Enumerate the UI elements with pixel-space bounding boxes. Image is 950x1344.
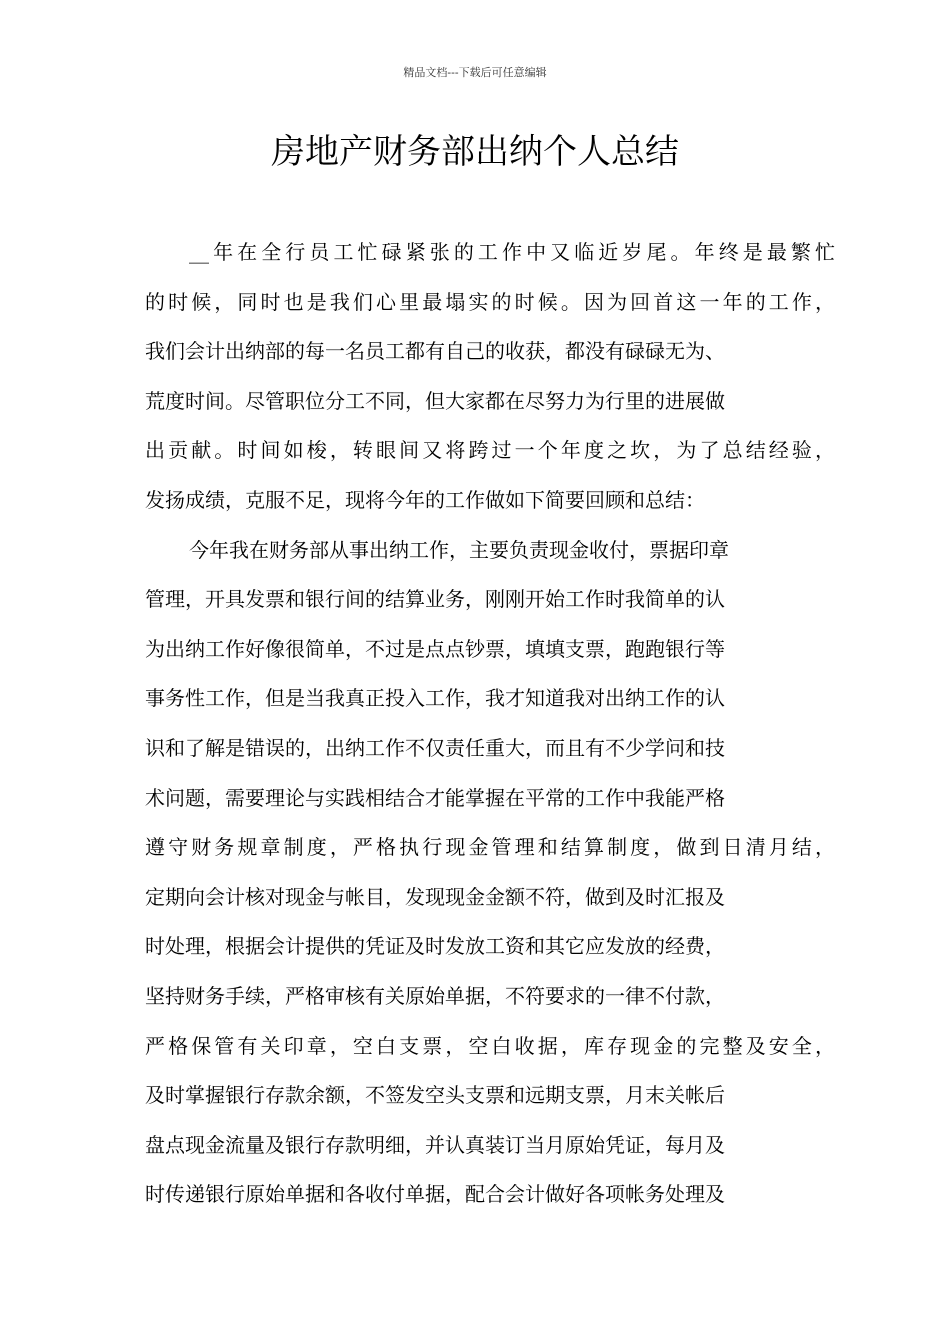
- body-line: 发扬成绩，克服不足，现将今年的工作做如下简要回顾和总结：: [145, 487, 705, 512]
- body-line: 及时掌握银行存款余额，不签发空头支票和远期支票，月末关帐后: [145, 1083, 725, 1108]
- body-line: 识和了解是错误的，出纳工作不仅责任重大，而且有不少学问和技: [145, 735, 725, 760]
- body-line: 定期向会计核对现金与帐目，发现现金金额不符，做到及时汇报及: [145, 884, 725, 909]
- header-note: 精品文档---下载后可任意编辑: [403, 66, 547, 79]
- body-line: 出贡献。时间如梭，转眼间又将跨过一个年度之坎，为了总结经验，: [145, 438, 835, 463]
- body-line: 时处理，根据会计提供的凭证及时发放工资和其它应发放的经费，: [145, 934, 725, 959]
- body-line: 管理，开具发票和银行间的结算业务，刚刚开始工作时我简单的认: [145, 587, 725, 612]
- body-line: __年在全行员工忙碌紧张的工作中又临近岁尾。年终是最繁忙: [189, 240, 835, 264]
- document-body: [145, 228, 835, 1220]
- body-line: 为出纳工作好像很简单，不过是点点钞票，填填支票，跑跑银行等: [145, 636, 725, 661]
- body-line: 今年我在财务部从事出纳工作，主要负责现金收付，票据印章: [189, 537, 729, 562]
- body-line: 严格保管有关印章，空白支票，空白收据，库存现金的完整及安全，: [145, 1033, 835, 1058]
- body-line: 坚持财务手续，严格审核有关原始单据，不符要求的一律不付款，: [145, 983, 725, 1008]
- body-line: 我们会计出纳部的每一名员工都有自己的收获，都没有碌碌无为、: [145, 339, 725, 364]
- body-line: 遵守财务规章制度，严格执行现金管理和结算制度，做到日清月结，: [145, 835, 835, 860]
- body-line: 盘点现金流量及银行存款明细，并认真装订当月原始凭证，每月及: [145, 1132, 725, 1157]
- document-title: 房地产财务部出纳个人总结: [271, 132, 679, 172]
- body-line: 时传递银行原始单据和各收付单据，配合会计做好各项帐务处理及: [145, 1182, 725, 1207]
- body-line: 的时候，同时也是我们心里最塌实的时候。因为回首这一年的工作，: [145, 289, 835, 314]
- body-line: 术问题，需要理论与实践相结合才能掌握在平常的工作中我能严格: [145, 785, 725, 810]
- body-line: 荒度时间。尽管职位分工不同，但大家都在尽努力为行里的进展做: [145, 388, 725, 413]
- body-line: 事务性工作，但是当我真正投入工作，我才知道我对出纳工作的认: [145, 686, 725, 711]
